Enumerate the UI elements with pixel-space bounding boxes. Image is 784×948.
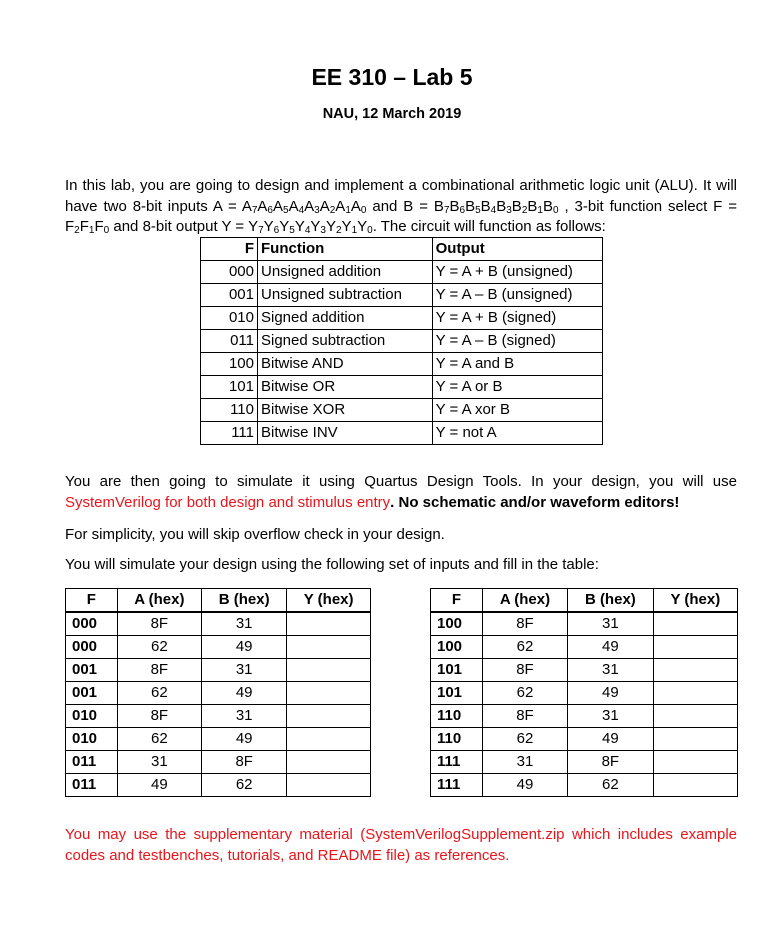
table-row (201, 261, 603, 284)
bit-index: 0 (552, 204, 559, 216)
bit-letter: A (272, 197, 283, 215)
table-row (201, 399, 603, 422)
f-value: 010 (66, 705, 118, 728)
f-value: 101 (431, 659, 483, 682)
bit-letter: A (288, 197, 299, 215)
function-output: Y = A or B (432, 376, 602, 399)
bit-vector-f (65, 218, 109, 235)
y-value-blank[interactable] (653, 705, 737, 728)
y-value-blank[interactable] (653, 636, 737, 659)
f-value: 101 (431, 682, 483, 705)
bit-index: 6 (267, 204, 273, 216)
function-code: 100 (201, 353, 258, 376)
f-value: 011 (66, 751, 118, 774)
column-header: Output (432, 238, 602, 261)
function-output: Y = A + B (signed) (432, 307, 602, 330)
a-value: 62 (117, 728, 201, 751)
function-name: Signed addition (258, 307, 433, 330)
column-header: Y (hex) (653, 589, 737, 613)
f-value: 011 (66, 774, 118, 797)
bit-index: 1 (345, 204, 351, 216)
function-output: Y = A and B (432, 353, 602, 376)
table-row (66, 705, 371, 728)
y-value-blank[interactable] (653, 682, 737, 705)
b-value: 49 (567, 682, 653, 705)
a-value: 62 (482, 682, 567, 705)
bit-letter: B (449, 197, 460, 215)
a-value: 31 (117, 751, 201, 774)
column-header: A (hex) (482, 589, 567, 613)
table-header-row (66, 589, 371, 613)
bit-index: 5 (289, 225, 295, 236)
bit-index: 7 (443, 204, 450, 216)
column-header: A (hex) (117, 589, 201, 613)
bit-index: 3 (506, 204, 512, 216)
f-value: 010 (66, 728, 118, 751)
bit-vector-y (248, 218, 373, 235)
bit-index: 2 (74, 225, 80, 236)
y-value-blank[interactable] (653, 751, 737, 774)
table-row (201, 422, 603, 445)
function-name: Unsigned addition (258, 261, 433, 284)
table-row (66, 774, 371, 797)
table-row (66, 612, 371, 636)
inputs-paragraph: You will simulate your design using the following set of inputs and fill in the table: (65, 556, 599, 573)
bit-index: 0 (367, 225, 373, 236)
y-value-blank[interactable] (287, 659, 371, 682)
a-value: 62 (117, 682, 201, 705)
bit-letter: B (542, 197, 553, 215)
bit-index: 1 (88, 225, 95, 236)
bit-index: 3 (320, 225, 326, 236)
y-value-blank[interactable] (653, 659, 737, 682)
table-row (431, 682, 738, 705)
bit-index: 7 (258, 225, 264, 236)
bit-letter: A (319, 197, 330, 215)
bit-index: 0 (360, 204, 367, 216)
table-row (431, 728, 738, 751)
function-output: Y = A – B (signed) (432, 330, 602, 353)
bit-index: 7 (251, 204, 258, 216)
y-value-blank[interactable] (653, 612, 737, 636)
function-name: Signed subtraction (258, 330, 433, 353)
simulation-table-right (430, 588, 738, 797)
a-value: 49 (117, 774, 201, 797)
table-row (431, 612, 738, 636)
f-value: 000 (66, 636, 118, 659)
a-value: 8F (482, 612, 567, 636)
bit-index: 1 (537, 204, 543, 216)
y-value-blank[interactable] (287, 751, 371, 774)
table-row (431, 705, 738, 728)
function-output: Y = A + B (unsigned) (432, 261, 602, 284)
bit-index: 5 (475, 204, 481, 216)
function-name: Bitwise OR (258, 376, 433, 399)
bit-index: 2 (329, 204, 336, 216)
function-code: 101 (201, 376, 258, 399)
bit-index: 2 (335, 225, 342, 236)
bit-index: 6 (459, 204, 466, 216)
column-header: Y (hex) (287, 589, 371, 613)
f-value: 100 (431, 636, 483, 659)
table-header-row (201, 238, 603, 261)
a-value: 31 (482, 751, 567, 774)
column-header: F (201, 238, 258, 261)
bit-letter: F (94, 218, 104, 235)
f-value: 110 (431, 705, 483, 728)
page-subtitle: NAU, 12 March 2019 (322, 106, 462, 122)
function-code: 000 (201, 261, 258, 284)
b-value: 31 (202, 659, 287, 682)
y-value-blank[interactable] (287, 705, 371, 728)
bit-letter: B (511, 197, 522, 215)
bit-letter: Y (357, 218, 368, 235)
bit-index: 4 (490, 204, 497, 216)
bit-index: 6 (273, 225, 280, 236)
table-row (66, 751, 371, 774)
table-row (431, 751, 738, 774)
bit-letter: F (79, 218, 89, 235)
function-name: Bitwise XOR (258, 399, 433, 422)
function-code: 001 (201, 284, 258, 307)
a-value: 8F (117, 659, 201, 682)
bit-letter: A (304, 197, 315, 215)
bit-index: 1 (351, 225, 358, 236)
function-name: Bitwise AND (258, 353, 433, 376)
b-value: 31 (567, 705, 653, 728)
function-name: Unsigned subtraction (258, 284, 433, 307)
bit-letter: B (465, 197, 476, 215)
intro-paragraph (65, 176, 737, 238)
b-value: 8F (567, 751, 653, 774)
function-code: 011 (201, 330, 258, 353)
a-value: 49 (482, 774, 567, 797)
bit-letter: A (335, 197, 346, 215)
b-value: 31 (567, 659, 653, 682)
b-value: 62 (202, 774, 287, 797)
function-table (200, 237, 603, 445)
bit-letter: B (480, 197, 491, 215)
bit-letter: B (496, 197, 507, 215)
y-value-blank[interactable] (287, 774, 371, 797)
overflow-paragraph: For simplicity, you will skip overflow check in your design. (65, 526, 445, 543)
function-code: 110 (201, 399, 258, 422)
table-row (66, 636, 371, 659)
bit-index: 2 (521, 204, 528, 216)
table-row (201, 353, 603, 376)
page-title: EE 310 – Lab 5 (311, 64, 473, 90)
table-row (201, 284, 603, 307)
y-value-blank[interactable] (653, 774, 737, 797)
f-value: 110 (431, 728, 483, 751)
f-value: 001 (66, 659, 118, 682)
column-header: F (66, 589, 118, 613)
intro-text: and B = (366, 197, 434, 215)
table-row (66, 682, 371, 705)
b-value: 49 (202, 682, 287, 705)
intro-text: . The circuit will function as follows: (372, 218, 606, 235)
table-row (431, 659, 738, 682)
simulation-table-left (65, 588, 371, 797)
bit-letter: Y (325, 218, 336, 235)
column-header: Function (258, 238, 433, 261)
table-row (201, 376, 603, 399)
bit-vector-a (242, 198, 367, 215)
table-row (66, 728, 371, 751)
f-value: 000 (66, 612, 118, 636)
table-row (66, 659, 371, 682)
bit-letter: Y (294, 218, 305, 235)
function-output: Y = not A (432, 422, 602, 445)
function-output: Y = A – B (unsigned) (432, 284, 602, 307)
f-value: 111 (431, 751, 483, 774)
y-value-blank[interactable] (287, 682, 371, 705)
bit-index: 3 (314, 204, 320, 216)
function-output: Y = A xor B (432, 399, 602, 422)
y-value-blank[interactable] (287, 728, 371, 751)
bit-letter: B (527, 197, 538, 215)
bit-letter: A (257, 197, 268, 215)
y-value-blank[interactable] (653, 728, 737, 751)
bit-letter: Y (341, 218, 352, 235)
simulation-text: You are then going to simulate it using Quartus Design Tools. In your design, you will use (65, 473, 737, 490)
function-code: 111 (201, 422, 258, 445)
f-value: 111 (431, 774, 483, 797)
column-header: B (hex) (202, 589, 287, 613)
b-value: 49 (567, 636, 653, 659)
bit-letter: A (241, 197, 252, 215)
bit-letter: A (350, 197, 361, 215)
intro-text: , 3-bit function select F = (558, 197, 737, 215)
table-row (431, 636, 738, 659)
bit-index: 0 (103, 225, 110, 236)
b-value: 49 (202, 728, 287, 751)
a-value: 62 (482, 636, 567, 659)
b-value: 49 (567, 728, 653, 751)
function-name: Bitwise INV (258, 422, 433, 445)
a-value: 8F (482, 659, 567, 682)
bit-letter: Y (310, 218, 321, 235)
table-header-row (431, 589, 738, 613)
bit-vector-b (434, 198, 559, 215)
intro-text: In this lab, you are going to design and implement a combinational arithmetic logic unit (ALU). It will have two 8-bit inputs A = (65, 177, 737, 215)
systemverilog-note: SystemVerilog for both design and stimulus entry (65, 493, 391, 511)
intro-text: and 8-bit output Y = (109, 218, 249, 235)
bit-letter: Y (263, 218, 274, 235)
bit-letter: Y (248, 218, 259, 235)
bit-letter: B (433, 197, 444, 215)
a-value: 8F (482, 705, 567, 728)
f-value: 001 (66, 682, 118, 705)
supplementary-note: You may use the supplementary material (SystemVerilogSupplement.zip which includes example codes and testbenches, tutorials, and README file) as references. (65, 826, 737, 864)
no-schematic-note: . No schematic and/or waveform editors! (390, 493, 680, 511)
function-code: 010 (201, 307, 258, 330)
bit-index: 5 (283, 204, 289, 216)
table-row (431, 774, 738, 797)
y-value-blank[interactable] (287, 612, 371, 636)
table-row (201, 330, 603, 353)
b-value: 31 (202, 705, 287, 728)
a-value: 8F (117, 612, 201, 636)
bit-letter: Y (279, 218, 290, 235)
a-value: 62 (482, 728, 567, 751)
b-value: 49 (202, 636, 287, 659)
bit-index: 4 (304, 225, 311, 236)
a-value: 8F (117, 705, 201, 728)
a-value: 62 (117, 636, 201, 659)
b-value: 8F (202, 751, 287, 774)
bit-letter: F (65, 218, 75, 235)
table-row (201, 307, 603, 330)
b-value: 31 (567, 612, 653, 636)
b-value: 62 (567, 774, 653, 797)
bit-index: 4 (298, 204, 305, 216)
y-value-blank[interactable] (287, 636, 371, 659)
simulation-paragraph (65, 472, 737, 513)
column-header: F (431, 589, 483, 613)
column-header: B (hex) (567, 589, 653, 613)
b-value: 31 (202, 612, 287, 636)
f-value: 100 (431, 612, 483, 636)
